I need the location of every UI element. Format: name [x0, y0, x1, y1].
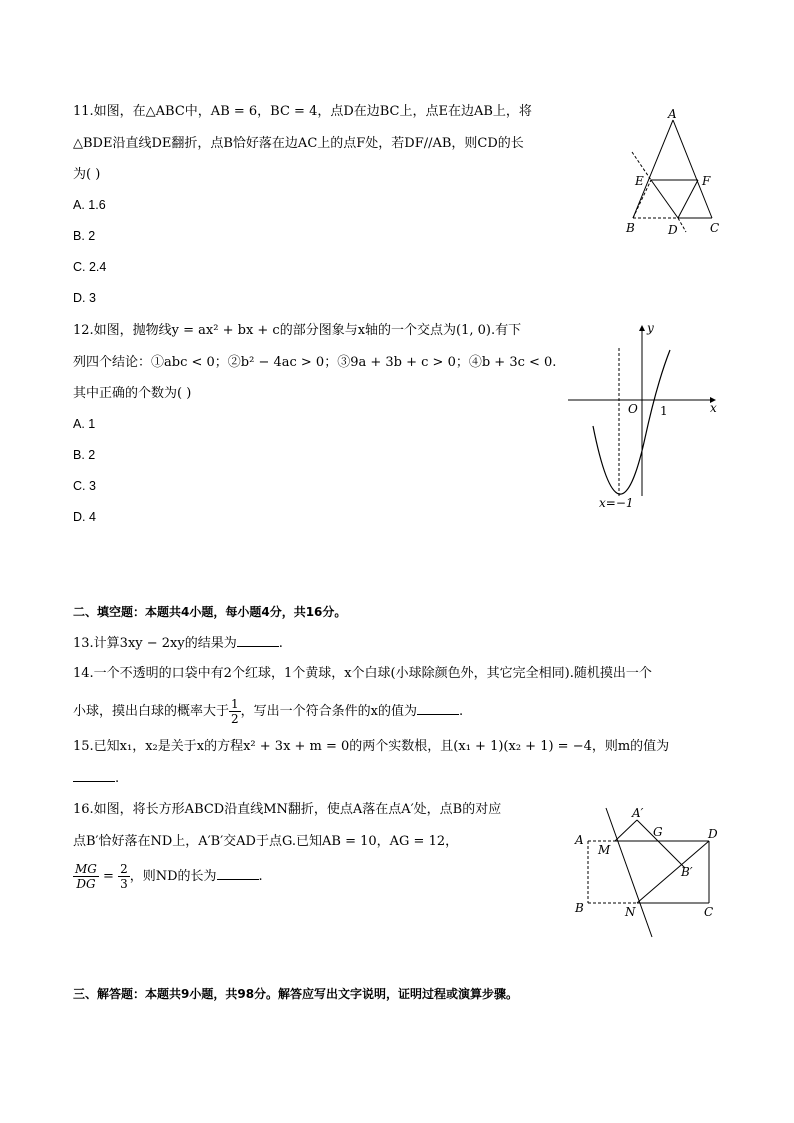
q16-label-b: B [575, 901, 584, 915]
section-2-heading: 二、填空题：本题共4小题，每小题4分，共16分。 [73, 605, 347, 619]
q14-line-1: 14.一个不透明的口袋中有2个红球，1个黄球，x个白球(小球除颜色外，其它完全相同).随机摸出一个 [73, 666, 652, 681]
q11-label-b: B [626, 221, 635, 235]
q12-option-b: B. 2 [73, 448, 96, 462]
q14-fraction-num: 1 [231, 697, 239, 711]
q12-label-x: x [710, 401, 717, 415]
q12-label-y: y [647, 321, 654, 335]
q11-option-d: D. 3 [73, 291, 96, 305]
q15-line-1: 15.已知x₁，x₂是关于x的方程x² + 3x + m = 0的两个实数根，且(x₁ + 1)(x₂ + 1) = −4，则m的值为 [73, 739, 670, 754]
q12-option-a: A. 1 [73, 417, 96, 431]
q16-label-b-prime: B′ [681, 865, 693, 879]
q11-label-e: E [635, 174, 644, 188]
q14-end: . [459, 704, 464, 719]
q16-label-n: N [625, 905, 636, 919]
q11-triangle-figure [620, 100, 730, 240]
q15-answer-blank[interactable] [73, 768, 115, 782]
q16-label-c: C [704, 905, 714, 919]
q16-label-a: A [575, 833, 584, 847]
q11-label-f: F [702, 174, 711, 188]
q16-label-d: D [708, 827, 718, 841]
q16-fraction-two-thirds [118, 862, 130, 891]
q14-fraction [229, 697, 241, 726]
q12-label-one: 1 [660, 404, 668, 418]
q11-option-a: A. 1.6 [73, 198, 106, 212]
q16-end: . [258, 869, 263, 884]
q12-label-origin: O [628, 402, 638, 416]
q16-line-2: 点B′恰好落在ND上，A′B′交AD于点G.已知AB = 10，AG = 12， [73, 834, 459, 849]
q12-parabola-figure [565, 318, 730, 513]
q16-line-3 [73, 862, 263, 891]
q11-line-1: 11.如图，在△ABC中，AB = 6，BC = 4，点D在边BC上，点E在边AB上，将 [73, 104, 532, 119]
q15-line-2 [73, 768, 119, 788]
q16-line-1: 16.如图，将长方形ABCD沿直线MN翻折，使点A落在点A′处，点B的对应 [73, 802, 502, 817]
q14-line-2-a: 小球，摸出白球的概率大于 [73, 704, 230, 719]
q13-text [73, 633, 283, 653]
q16-fraction-mg-dg [73, 862, 99, 891]
q14-line-2-b: ，写出一个符合条件的x的值为 [240, 704, 417, 719]
q16-equals: = [103, 869, 114, 884]
q15-end: . [115, 771, 120, 786]
q12-line-2: 列四个结论：①abc < 0；②b² − 4ac > 0；③9a + 3b + c > 0；④b + 3c < 0. [73, 355, 557, 370]
q13-stem: 13.计算3xy − 2xy的结果为 [73, 636, 237, 651]
q16-fraction2-num: 2 [120, 862, 128, 876]
q12-label-axis: x=−1 [599, 496, 634, 510]
q16-label-m: M [598, 843, 611, 857]
q11-line-2: △BDE沿直线DE翻折，点B恰好落在边AC上的点F处，若DF//AB，则CD的长 [73, 136, 524, 151]
q16-fraction2-den: 3 [120, 877, 128, 891]
q16-label-g: G [653, 825, 663, 839]
section-3-heading: 三、解答题：本题共9小题，共98分。解答应写出文字说明，证明过程或演算步骤。 [73, 987, 519, 1001]
q11-label-d: D [668, 223, 678, 237]
q12-line-1: 12.如图，抛物线y = ax² + bx + c的部分图象与x轴的一个交点为(1, 0).有下 [73, 323, 522, 338]
q12-option-d: D. 4 [73, 510, 96, 524]
q11-option-b: B. 2 [73, 229, 96, 243]
q16-rectangle-figure [570, 800, 730, 940]
q16-answer-blank[interactable] [217, 866, 259, 880]
q11-label-c: C [710, 221, 720, 235]
q16-fraction-num: MG [75, 862, 97, 876]
q11-line-3: 为( ) [73, 167, 101, 182]
q12-line-3: 其中正确的个数为( ) [73, 386, 192, 401]
q11-option-c: C. 2.4 [73, 260, 107, 274]
q13-answer-blank[interactable] [237, 633, 279, 647]
q14-line-2 [73, 697, 463, 726]
q14-fraction-den: 2 [231, 712, 239, 726]
q16-fraction-den: DG [76, 877, 96, 891]
q16-label-a-prime: A′ [632, 806, 644, 820]
q16-line-3-b: ，则ND的长为 [129, 869, 217, 884]
q12-option-c: C. 3 [73, 479, 96, 493]
q13-end: . [278, 636, 283, 651]
q14-answer-blank[interactable] [417, 701, 459, 715]
q11-label-a: A [668, 107, 677, 121]
